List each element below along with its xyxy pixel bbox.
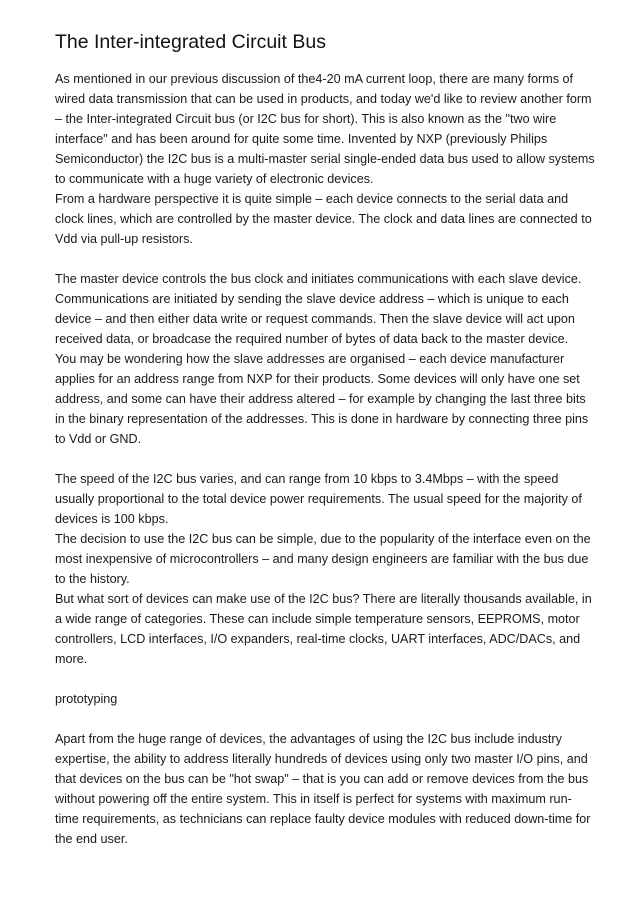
paragraph-decision: The decision to use the I2C bus can be simple, due to the popularity of the interface even on the most inexpensive of microcontrollers – and many design engineers are familiar with the bus due to the history.	[55, 532, 591, 586]
paragraph-devices: But what sort of devices can make use of the I2C bus? There are literally thousands available, in a wide range of categories. These can include simple temperature sensors, EEPROMS, motor controllers, LCD interfaces, I/O expanders, real-time clocks, UART interfaces, ADC/DACs, and more.	[55, 592, 592, 666]
page-title: The Inter-integrated Circuit Bus	[55, 31, 326, 53]
paragraph-hardware: From a hardware perspective it is quite simple – each device connects to the serial data and clock lines, which are controlled by the master device. The clock and data lines are connected to Vdd via pull-up resistors.	[55, 192, 592, 246]
paragraph-intro: As mentioned in our previous discussion of the4-20 mA current loop, there are many forms of wired data transmission that can be used in products, and today we'd like to review another form – the Inter-integrated Circuit bus (or I2C bus for short). This is also known as the "two wire interface" and has been around for quite some time. Invented by NXP (previously Philips Semiconductor) the I2C bus is a multi-master serial single-ended data bus used to allow systems to communicate with a huge variety of electronic devices.	[55, 72, 595, 186]
paragraph-advantages: Apart from the huge range of devices, the advantages of using the I2C bus include industry expertise, the ability to address literally hundreds of devices using only two master I/O pins, and that devices on the bus can be "hot swap" – that is you can add or remove devices from the bus without powering off the entire system. This in itself is perfect for systems with maximum run-time requirements, as technicians can replace faulty device modules with reduced down-time for the end user.	[55, 732, 591, 846]
paragraph-bus-speed: The speed of the I2C bus varies, and can range from 10 kbps to 3.4Mbps – with the speed usually proportional to the total device power requirements. The usual speed for the majority of devices is 100 kbps.	[55, 472, 582, 526]
paragraph-master-device: The master device controls the bus clock and initiates communications with each slave device. Communications are initiated by sending the slave device address – which is unique to each device – and then either data write or request commands. Then the slave device will act upon received data, or broadcase the required number of bytes of data back to the master device.	[55, 272, 582, 346]
paragraph-prototyping: prototyping	[55, 692, 118, 706]
document-page	[55, 30, 595, 849]
paragraph-spacer	[55, 449, 595, 469]
paragraph-spacer	[55, 669, 595, 689]
paragraph-slave-addresses: You may be wondering how the slave addresses are organised – each device manufacturer applies for an address range from NXP for their products. Some devices will only have one set address, and some can have their address altered – for example by changing the last three bits in the binary representation of the addresses. This is done in hardware by connecting three pins to Vdd or GND.	[55, 352, 589, 446]
paragraph-spacer	[55, 709, 595, 729]
paragraph-spacer	[55, 249, 595, 269]
